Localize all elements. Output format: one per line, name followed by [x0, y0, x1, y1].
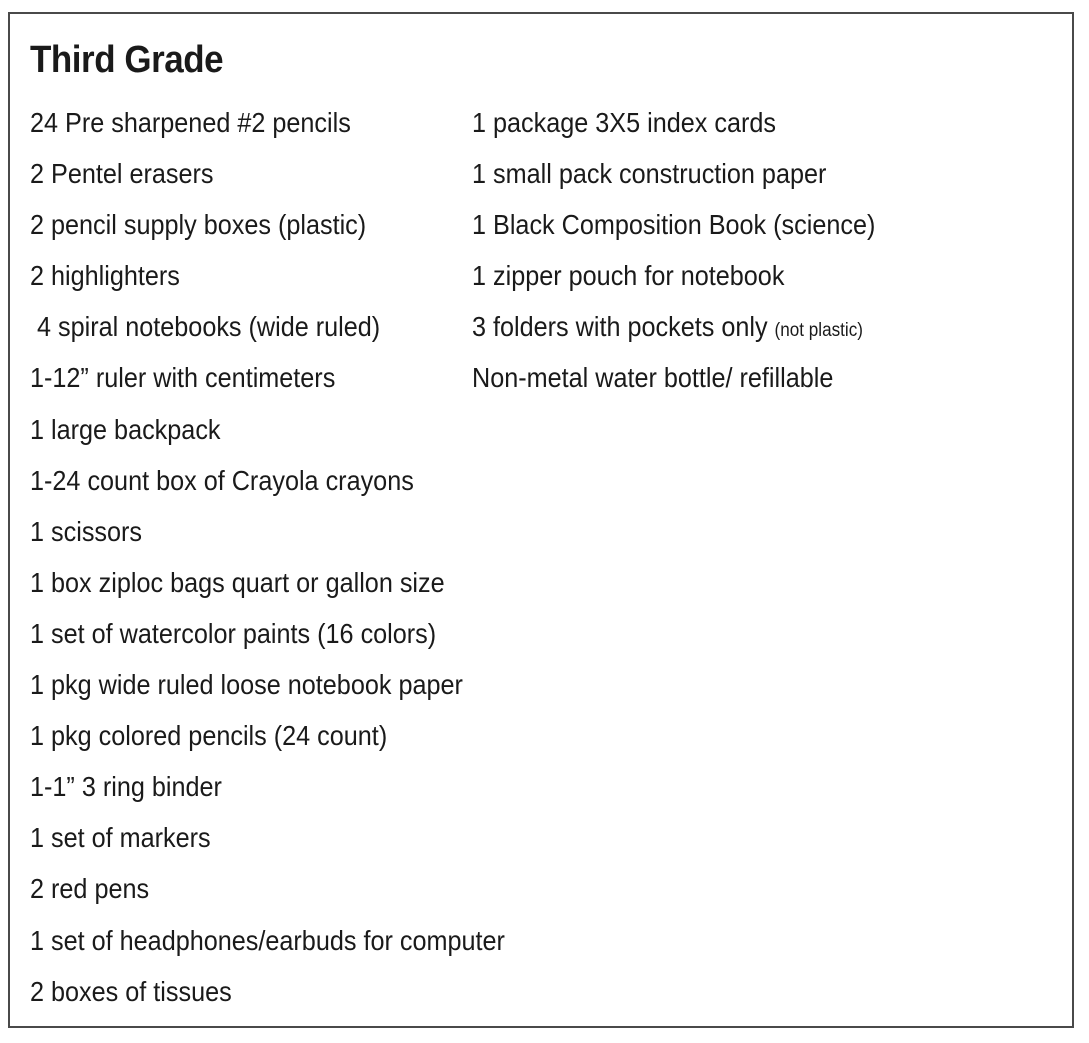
list-item: 1 scissors	[30, 515, 143, 547]
list-item: 1 box ziploc bags quart or gallon size	[30, 566, 445, 598]
list-item: 2 Pentel erasers	[30, 158, 214, 190]
list-item: 1-12” ruler with centimeters	[30, 362, 336, 394]
list-item: 1-1” 3 ring binder	[30, 771, 222, 803]
list-item: 1 zipper pouch for notebook	[472, 260, 785, 292]
list-item-text: 3 folders with pockets only	[472, 311, 768, 343]
list-item: 1 set of headphones/earbuds for computer	[30, 924, 505, 956]
list-item: 2 red pens	[30, 873, 150, 905]
list-item: 2 pencil supply boxes (plastic)	[30, 209, 367, 241]
list-item: 2 highlighters	[30, 260, 180, 292]
list-item: 1 Black Composition Book (science)	[472, 209, 876, 241]
list-item: 24 Pre sharpened #2 pencils	[30, 107, 351, 138]
list-item	[472, 313, 875, 364]
list-item: 4 spiral notebooks (wide ruled)	[30, 311, 381, 343]
list-item: 1 pkg wide ruled loose notebook paper	[30, 669, 463, 701]
list-item: 1 package 3X5 index cards	[472, 107, 777, 138]
list-item: 1 set of markers	[30, 822, 211, 854]
list-item: 2 boxes of tissues	[30, 975, 232, 1007]
list-item: 1 set of watercolor paints (16 colors)	[30, 617, 437, 649]
list-item: 1 large backpack	[30, 413, 221, 445]
list-item: Non-metal water bottle/ refillable	[472, 362, 834, 394]
supply-list-frame	[8, 12, 1074, 1028]
list-item: 1 pkg colored pencils (24 count)	[30, 720, 388, 752]
list-item: 1 small pack construction paper	[472, 158, 827, 190]
page-title: Third Grade	[30, 39, 224, 81]
list-item: 1-24 count box of Crayola crayons	[30, 464, 414, 496]
list-item-note: (not plastic)	[774, 320, 863, 342]
right-supply-list	[472, 109, 920, 416]
